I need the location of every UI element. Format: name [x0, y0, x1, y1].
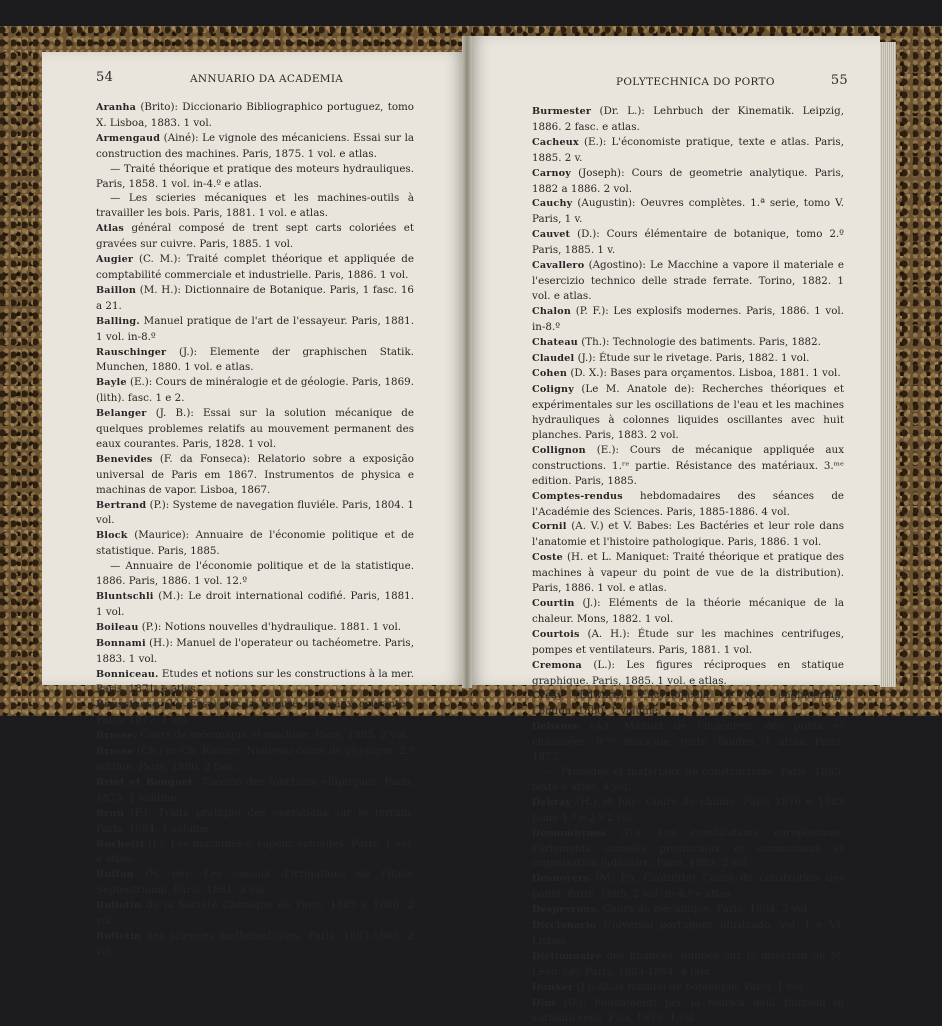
- bibliography-entry: [96, 498, 414, 529]
- entry-text: (N. de): Les canaux d'irrigations de l'Italie Septentrional. Paris, 1861. 3 vol.: [96, 868, 414, 897]
- entry-heading: Brun: [96, 807, 124, 819]
- entry-text: — Annuaire de l'économie politique et de la statistique. 1886. Paris, 1886. 1 vol. 12.º: [96, 560, 414, 588]
- entry-heading: Cauchy: [532, 198, 573, 210]
- entry-text: (P. F.): Les explosifs modernes. Paris, 1886. 1 vol. in-8.º: [532, 304, 844, 333]
- bibliography-entry: [532, 795, 844, 826]
- entry-text: (M. Ph. Croizette) Cours de constrution des ponts. Paris, 1885, 2 vol. in-4.º e atlas.: [532, 872, 844, 901]
- entry-heading: Cornil: [532, 521, 567, 533]
- bibliography-entry: [532, 351, 844, 367]
- bibliography-entry: [96, 867, 414, 898]
- entry-text: Universal portuguez illustrado, vol. I e VI. Lisboa.: [532, 919, 844, 947]
- entry-heading: Courtin: [532, 598, 575, 609]
- bibliography-entry: [96, 620, 414, 636]
- entry-text: (F.): Traité pratique des operations sur le terrain. Paris, 1884. 1 volume.: [96, 806, 414, 835]
- entry-text: (J.): Atlas manuel de botanique. Paris. 1 vol.: [573, 980, 806, 993]
- bibliography-entry: [532, 596, 844, 627]
- entry-text: (A.): Manuel de l'ingénieur des ponts et chaussées. 9.ᵐᵉ fascicule, texte. Routes, 1 atlas. Paris, 1873.: [532, 720, 844, 764]
- entry-heading: Bresse: [96, 746, 134, 758]
- entry-heading: Cacheux: [532, 136, 579, 148]
- left-running-title: ANNUARIO DA ACADEMIA: [190, 73, 344, 85]
- entry-heading: Benevides: [96, 453, 153, 465]
- entry-heading: Bulletin: [96, 930, 142, 942]
- bibliography-entry: [532, 902, 844, 918]
- entry-text: (J.): Étude sur le rivetage. Paris, 1882. 1 vol.: [574, 351, 810, 364]
- entry-text: (Dr. L.): Lehrbuch der Kinematik. Leipzig, 1886. 2 fasc. e atlas.: [532, 105, 844, 133]
- entry-text: (A. H.): Étude sur les machines centrifuges, pompes et ventilateurs. Paris, 1881. 1 vol.: [532, 627, 844, 656]
- bibliography-entry: [532, 719, 844, 765]
- entry-heading: Boussinesq: [96, 699, 160, 711]
- bibliography-entry: [96, 314, 414, 345]
- left-page: [42, 52, 467, 958]
- entry-text: général composé de trent sept carts coloriées et gravées sur cuivre. Paris, 1885. 1 vol.: [96, 222, 414, 251]
- right-running-title: POLYTECHNICA DO PORTO: [616, 76, 775, 88]
- bibliography-entry: [96, 221, 414, 252]
- bibliography-entry: [532, 304, 844, 335]
- entry-heading: Desnoyers: [532, 873, 590, 885]
- entry-heading: Armengaud: [96, 132, 161, 144]
- entry-heading: Comptes-rendus: [532, 490, 623, 502]
- bibliography-entry: [532, 335, 844, 351]
- entry-heading: Bluntschli: [96, 591, 154, 602]
- bibliography-entry: [96, 131, 414, 162]
- entry-text: (F. da Fonseca): Relatorio sobre a exposição universal de Paris em 1867. Instrumentos de physica e machinas de vapor. Lisboa, 1867.: [96, 452, 414, 496]
- entry-text: (J.): Elemente der graphischen Statik. Munchen, 1880. 1 vol. e atlas.: [96, 345, 414, 374]
- bibliography-entry: [96, 589, 414, 620]
- bibliography-entry: [96, 559, 414, 589]
- entry-text: (H.) et Joly: Cours de chimie. Paris 1876 e 1883 tomo 1.º e 2.º 2 vol.: [532, 795, 844, 824]
- entry-heading: Belanger: [96, 408, 147, 420]
- entry-heading: Coste: [532, 552, 563, 564]
- entry-heading: Burmester: [532, 106, 592, 117]
- entry-heading: Cavallero: [532, 260, 585, 272]
- entry-heading: Demombynes: [532, 827, 606, 839]
- bibliography-entry: [532, 258, 844, 304]
- bibliography-entry: [96, 191, 414, 221]
- entry-heading: Atlas: [96, 223, 124, 235]
- entry-heading: Boileau: [96, 621, 139, 633]
- entry-text: Etudes et notions sur les constructions à la mer. Paris, 1871. e atlas.: [96, 667, 414, 696]
- bibliography-entry: [96, 728, 414, 744]
- entry-heading: Bonnami: [96, 637, 146, 649]
- bibliography-entry: [532, 918, 844, 949]
- bibliography-entry: [532, 519, 844, 550]
- entry-text: (H. et L. Maniquet: Traité théorique et pratique des machines à vapeur du point de vue de la distribution). Paris, 1886. 1 vol. e atlas.: [532, 551, 844, 595]
- entry-text: Théorie des fonctions elliptiques. Paris, 1875. 1 volume.: [96, 775, 415, 804]
- entry-heading: Rauschinger: [96, 346, 167, 358]
- bibliography-entry: [96, 100, 414, 131]
- entry-heading: Aranha: [96, 102, 137, 113]
- entry-heading: Cresy: [532, 690, 563, 702]
- entry-text: (Th.): Technologie des batiments. Paris, 1882.: [577, 335, 821, 348]
- entry-heading: Buchetti: [96, 838, 145, 850]
- entry-heading: Coligny: [532, 384, 574, 396]
- page-edges: [880, 42, 896, 687]
- entry-heading: Collignon: [532, 444, 586, 456]
- entry-text: (J. B.): Essai sur la solution mécanique de quelques problemes relatifs au mouvement permanent des eaux courantes. Paris, 1828. 1 vol.: [96, 407, 414, 450]
- entry-text: (P.): Notions nouvelles d'hydraulique. 1881. 1 vol.: [138, 620, 402, 633]
- entry-text: (Ainé): Le vignole des mécaniciens. Essai sur la construction des machines. Paris, 1875. 1 vol. e atlas.: [96, 131, 414, 160]
- entry-text: des sciences mathématiques. Paris, 1885-1886. 2 vol.: [96, 929, 414, 958]
- entry-heading: Courtois: [532, 628, 580, 640]
- entry-heading: Bayle: [96, 377, 127, 389]
- right-page: [468, 36, 880, 1025]
- entry-heading: Claudel: [532, 352, 575, 364]
- right-running-head: [468, 36, 880, 88]
- entry-text: (M.): Le droit international codifié. Paris, 1881. 1 vol.: [96, 590, 414, 618]
- bibliography-entry: [96, 929, 414, 960]
- bibliography-entry: [532, 627, 844, 658]
- entry-text: (J.): Les machines à vapeur actuelles. Paris. 1 vol. e atlas.: [96, 837, 414, 866]
- entry-text: (Le M. Anatole de): Recherches théoriques et expérimentales sur les oscillations de l'eau et les machines hydrauliques à colonnes liquides oscillantes avec huit planches. Paris, 1883. 2 vol.: [532, 383, 844, 442]
- entry-text: (D. X.): Bases para orçamentos. Lisboa, 1881. 1 vol.: [567, 367, 841, 380]
- entry-text: — Les scieries mécaniques et les machines-outils à travailler les bois. Paris, 1881. 1 vol. e atlas.: [96, 192, 414, 220]
- bibliography-entry: [96, 283, 414, 314]
- entry-text: (Agostino): Le Macchine a vapore il materiale e l'esercizio technico delle strade ferrate. Torino, 1882. 1 vol. e atlas.: [532, 259, 844, 302]
- bibliography-entry: [532, 166, 844, 197]
- bibliography-entry: [532, 949, 844, 980]
- bibliography-entry: [96, 528, 414, 559]
- bibliography-entry: [532, 443, 844, 489]
- entry-text: (J.): Essai sur la théorie des eaux courantes. Paris, 1877. 1 vol.: [96, 698, 414, 727]
- bibliography-entry: [96, 775, 414, 806]
- entry-heading: Cauvet: [532, 229, 571, 241]
- bibliography-entry: [532, 765, 844, 795]
- entry-text: (E.): Cours de minéralogie et de géologie. Paris, 1869. (lith). fasc. 1 e 2.: [96, 376, 414, 405]
- entry-text: (C. M.): Traité complet théorique et appliquée de comptabilité commerciale et industrielle. Paris, 1886. 1 vol.: [96, 253, 414, 281]
- entry-text: (E.): L'économiste pratique, texte e atlas. Paris, 1885. 2 v.: [532, 135, 844, 164]
- entry-text: — Traité théorique et pratique des moteurs hydrauliques. Paris, 1858. 1 vol. in-4.º e atlas.: [96, 162, 414, 190]
- left-page-number: 54: [96, 70, 114, 85]
- bibliography-entry: [532, 688, 844, 719]
- bibliography-entry: [532, 104, 844, 135]
- bibliography-entry: [532, 366, 844, 382]
- entry-heading: Chalon: [532, 305, 572, 317]
- bibliography-entry: [96, 345, 414, 376]
- entry-text: (Edward): Encyclopedia of civil engineering. London, 1880. 1 volume.: [532, 689, 844, 718]
- bibliography-entry: [96, 697, 414, 728]
- bibliography-entry: [96, 252, 414, 283]
- bibliography-entry: [96, 636, 414, 667]
- left-running-head: [42, 52, 467, 85]
- bibliography-entry: [96, 667, 414, 698]
- entry-heading: Dunker: [532, 981, 574, 993]
- entry-heading: Diccionario: [532, 920, 597, 932]
- entry-text: (Maurice): Annuaire de l'économie politique et de statistique. Paris, 1885.: [96, 529, 414, 558]
- entry-heading: Cremona: [532, 659, 582, 671]
- entry-heading: Augier: [96, 254, 134, 266]
- entry-heading: Bertrand: [96, 499, 147, 511]
- entry-text: (J.): Eléments de la théorie mécanique de la chaleur. Mons, 1882. 1 vol.: [532, 597, 844, 625]
- bibliography-entry: [96, 375, 414, 406]
- entry-text: (G.): Les constitutions européennes. Parlements conseils provinciaux et communaux et organisation judiciaire. Paris, 1883. 2 vol.: [532, 826, 844, 870]
- entry-heading: Dictionnaire: [532, 950, 602, 962]
- entry-text: Cours de mécanique. Paris, 1884. 2 vol.: [599, 903, 811, 916]
- entry-text: (H.): Manuel de l'operateur ou tachéometre. Paris, 1883. 1 vol.: [96, 636, 414, 665]
- bibliography-entry: [96, 806, 414, 837]
- entry-text: (Joseph): Cours de geometrie analytique. Paris, 1882 a 1886. 2 vol.: [532, 166, 844, 195]
- bibliography-entry: [532, 871, 844, 902]
- entry-text: (L.): Les figures réciproques en statique graphique. Paris, 1885. 1 vol. e atlas.: [532, 658, 844, 687]
- entry-heading: Chateau: [532, 336, 578, 348]
- entry-text: (Augustin): Oeuvres complètes. 1.ª serie, tomo V. Paris, 1 v.: [532, 197, 844, 226]
- bibliography-entry: [96, 452, 414, 498]
- right-page-text: [532, 104, 844, 1026]
- entry-text: (D.): Cours élémentaire de botanique, tomo 2.º Paris, 1885. 1 v.: [532, 228, 844, 257]
- bibliography-entry: [96, 744, 414, 775]
- bibliography-entry: [96, 162, 414, 192]
- bibliography-entry: [96, 898, 414, 929]
- entry-heading: Dini: [532, 997, 556, 1009]
- entry-heading: Despeyrous.: [532, 904, 600, 916]
- entry-heading: Debray: [532, 796, 572, 808]
- bibliography-entry: [532, 658, 844, 689]
- entry-text: de la Société Chimique de Paris, 1885 e 1886. 2 vol.: [96, 899, 414, 928]
- bibliography-entry: [532, 550, 844, 596]
- entry-heading: Block: [96, 530, 128, 542]
- entry-heading: Balling.: [96, 315, 140, 327]
- entry-heading: Bonniceau.: [96, 668, 159, 680]
- bibliography-entry: [96, 837, 414, 868]
- book-gutter: [462, 36, 472, 688]
- entry-heading: Bresse.: [96, 730, 137, 742]
- bibliography-entry: [532, 227, 844, 258]
- right-page-number: 55: [830, 73, 848, 88]
- bibliography-entry: [532, 996, 844, 1026]
- entry-heading: Debauve: [532, 721, 580, 733]
- left-page-text: [96, 100, 414, 960]
- bibliography-entry: [532, 382, 844, 443]
- bibliography-entry: [96, 406, 414, 452]
- entry-text: (Ch.) et Ch. Rivière: Nouveau cours de physique. 2.ª edition. Paris, 1886. 2 fasc.: [96, 745, 414, 773]
- bibliography-entry: [532, 980, 844, 996]
- entry-text: des finances, publiée sur la direction de M. Léon Say. Paris, 1883-1884. 4 fasc.: [532, 949, 844, 978]
- bibliography-entry: [532, 135, 844, 166]
- entry-heading: Cohen: [532, 368, 568, 380]
- entry-heading: Carnoy: [532, 167, 572, 179]
- entry-heading: Baillon: [96, 284, 137, 296]
- entry-text: (M. H.): Dictionnaire de Botanique. Paris, 1 fasc. 16 a 21.: [96, 283, 414, 312]
- entry-text: (Brito): Diccionario Bibliographico portuguez, tomo X. Lisboa, 1883. 1 vol.: [96, 101, 414, 129]
- entry-heading: Bulletin: [96, 900, 142, 912]
- entry-text: (E.): Cours de mécanique appliquée aux constructions. 1.ʳᵉ partie. Résistance des matériaux. 3.ᵐᵉ edition. Paris, 1885.: [532, 443, 844, 487]
- entry-text: Cours de mécanique et machine. Paris, 1885. 2 vol.: [136, 729, 409, 742]
- entry-text: (P.): Systeme de navegation fluviéle. Paris, 1804. 1 vol.: [96, 498, 414, 527]
- entry-text: (U.): Fondamenti per la teorica delli funzioni di variabili reali. Pisa, 1878. 1 vol.: [532, 996, 844, 1025]
- entry-text: — Procédés et matériaux de constructions. Paris, 1885, texte e atlas, 4 vol.: [532, 765, 844, 793]
- bibliography-entry: [532, 196, 844, 227]
- entry-heading: Briot et Bouquet.: [96, 776, 197, 788]
- entry-text: (A. V.) et V. Babes: Les Bactéries et leur role dans l'anatomie et l'histoire pathologique. Paris, 1886. 1 vol.: [532, 520, 844, 549]
- entry-heading: Buffon: [96, 869, 134, 881]
- bibliography-entry: [532, 489, 844, 520]
- entry-text: hebdomadaires des séances de l'Académie des Sciences. Paris, 1885-1886. 4 vol.: [532, 489, 844, 518]
- bibliography-entry: [532, 826, 844, 872]
- entry-text: Manuel pratique de l'art de l'essayeur. Paris, 1881. 1 vol. in-8.º: [96, 314, 414, 343]
